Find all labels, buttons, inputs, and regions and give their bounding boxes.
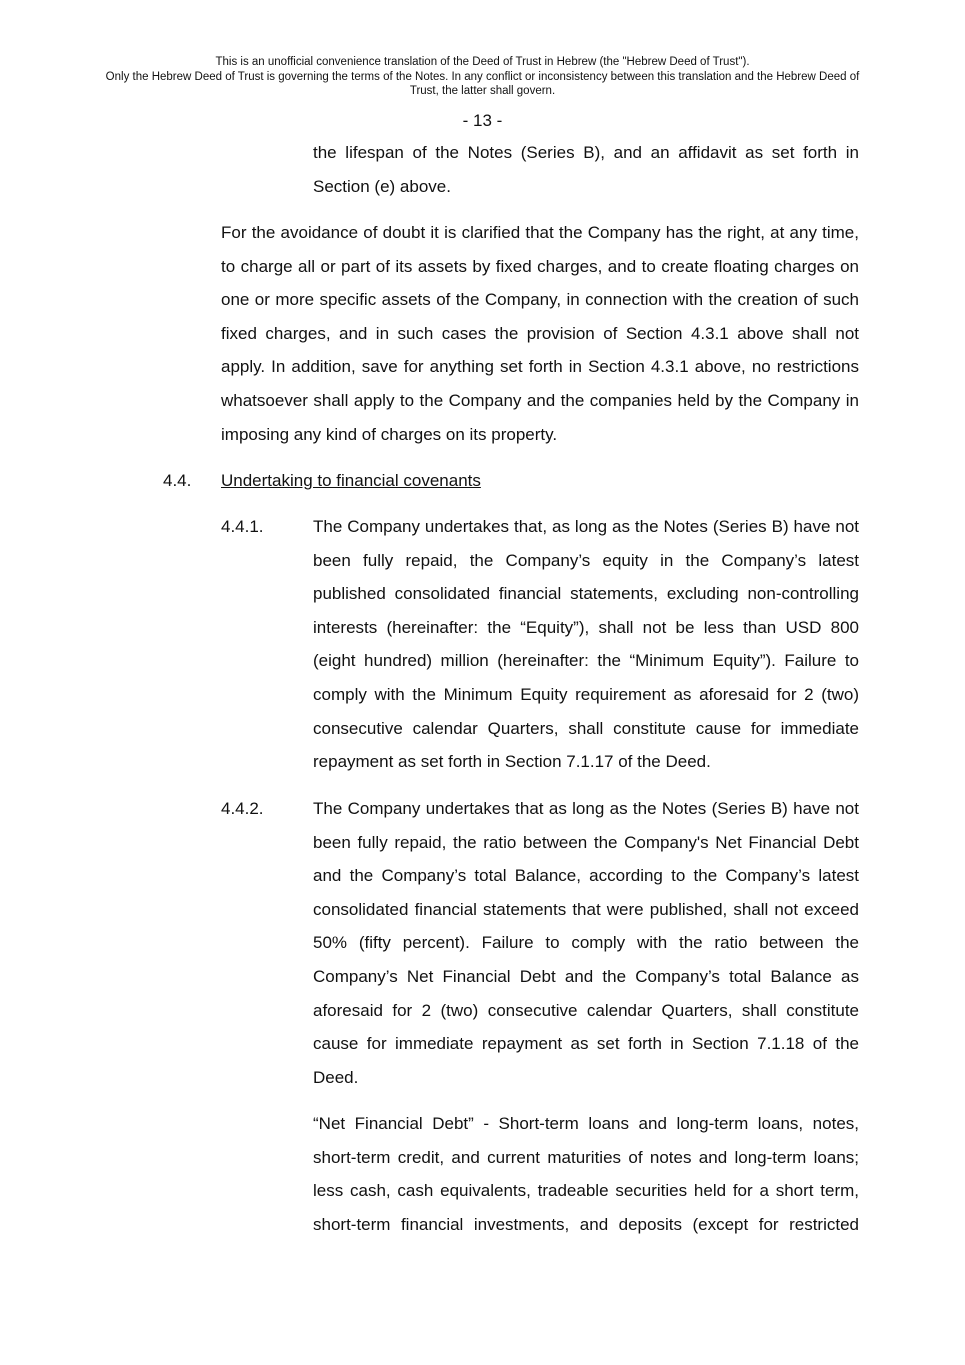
section-4-4-1-number: 4.4.1.	[221, 517, 264, 536]
disclaimer-line-2: Only the Hebrew Deed of Trust is governing the terms of the Notes. In any conflict or inconsistency between this translation and the Hebrew Deed of Trust, the latter shall govern.	[105, 70, 860, 97]
translation-disclaimer-header	[100, 55, 865, 99]
section-4-4-2-number: 4.4.2.	[221, 799, 264, 818]
page-number: - 13 -	[462, 111, 503, 130]
section-4-4-number: 4.4.	[163, 471, 192, 490]
disclaimer-line-1: This is an unofficial convenience translation of the Deed of Trust in Hebrew (the "Hebrew Deed of Trust").	[215, 56, 750, 68]
net-financial-debt-definition: “Net Financial Debt” - Short-term loans and long-term loans, notes, short-term credit, and current maturities of notes and long-term loans; less cash, cash equivalents, tradeable securities held for a short term, short-term financial investments, and deposits (except for restricted	[313, 1114, 859, 1234]
section-4-4-1-text: The Company undertakes that, as long as the Notes (Series B) have not been fully repaid, the Company’s equity in the Company’s latest published consolidated financial statements, excluding non-controlling interests (hereinafter: the “Equity”), shall not be less than USD 800 (eight hundred) million (hereinafter: the “Minimum Equity”). Failure to comply with the Minimum Equity requirement as aforesaid for 2 (two) consecutive calendar Quarters, shall constitute cause for immediate repayment as set forth in Section 7.1.17 of the Deed.	[313, 517, 859, 772]
section-4-4-heading: Undertaking to financial covenants	[221, 471, 481, 490]
section-4-4-2-text: The Company undertakes that as long as the Notes (Series B) have not been fully repaid, the ratio between the Company's Net Financial Debt and the Company’s total Balance, according to the Company’s latest consolidated financial statements that were published, shall not exceed 50% (fifty percent). Failure to comply with the ratio between the Company’s Net Financial Debt and the Company’s total Balance as aforesaid for 2 (two) consecutive calendar Quarters, shall constitute cause for immediate repayment as set forth in Section 7.1.18 of the Deed.	[313, 799, 859, 1087]
clarification-paragraph: For the avoidance of doubt it is clarified that the Company has the right, at any time, to charge all or part of its assets by fixed charges, and to create floating charges on one or more specific assets of the Company, in connection with the creation of such fixed charges, and in such cases the provision of Section 4.3.1 above shall not apply. In addition, save for anything set forth in Section 4.3.1 above, no restrictions whatsoever shall apply to the Company and the companies held by the Company in imposing any kind of charges on its property.	[221, 223, 859, 444]
continuation-paragraph: the lifespan of the Notes (Series B), and an affidavit as set forth in Section (e) above.	[313, 143, 859, 196]
